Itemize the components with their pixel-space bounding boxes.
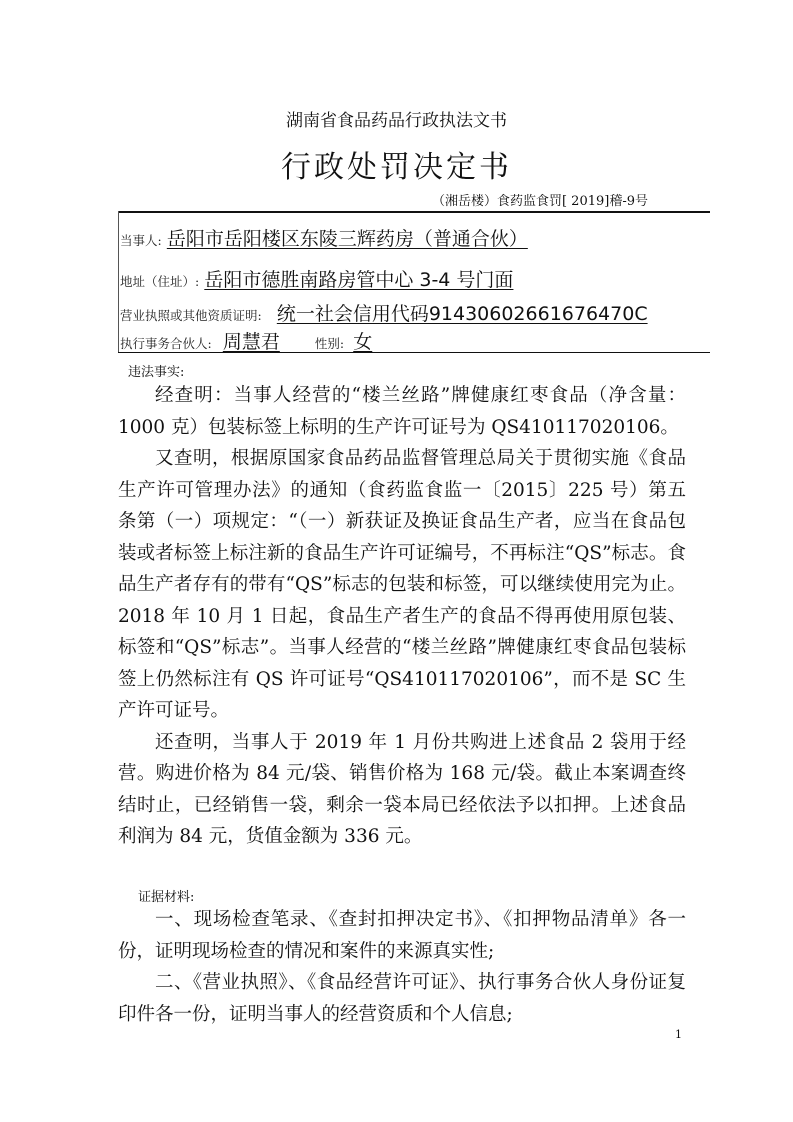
facts-heading: 违法事实: xyxy=(128,365,185,380)
partner-name: 周慧君 xyxy=(222,331,280,353)
party-name: 岳阳市岳阳楼区东陵三辉药房（普通合伙） xyxy=(166,228,528,250)
evidence-item-1: 一、现场检查笔录、《查封扣押决定书》、《扣押物品清单》各一份，证明现场检查的情况和案件的来源真实性; xyxy=(118,909,686,962)
party-row xyxy=(120,224,528,251)
header-rule xyxy=(118,211,710,213)
issuing-agency: 湖南省食品药品行政执法文书 xyxy=(286,111,507,131)
address-value: 岳阳市德胜南路房管中心 3-4 号门面 xyxy=(204,269,514,291)
table-bottom-rule xyxy=(118,352,710,353)
evidence-heading: 证据材料: xyxy=(138,890,195,905)
license-row xyxy=(120,299,648,326)
evidence-body xyxy=(118,904,686,1030)
partner-row xyxy=(120,327,372,354)
address-row xyxy=(120,265,513,292)
gender-value: 女 xyxy=(353,331,373,353)
evidence-item-2: 二、《营业执照》、《食品经营许可证》、执行事务合伙人身份证复印件各一份，证明当事人的经营资质和个人信息; xyxy=(118,972,686,1025)
facts-paragraph-3: 还查明，当事人于 2019 年 1 月份共购进上述食品 2 袋用于经营。购进价格为 84 元/袋、销售价格为 168 元/袋。截止本案调查终结时止，已经销售一袋，剩余一袋本局已经依法予以扣押。上述食品利润为 84 元，货值金额为 336 元。 xyxy=(118,731,686,847)
party-label: 当事人: xyxy=(120,233,162,248)
gender-label: 性别: xyxy=(314,336,345,351)
document-title: 行政处罚决定书 xyxy=(281,150,512,185)
facts-paragraph-2: 又查明，根据原国家食品药品监督管理总局关于贯彻实施《食品生产许可管理办法》的通知（食药监食监一〔2015〕225 号）第五条第（一）项规定：“（一）新获证及换证食品生产者，应当在食品包装或者标签上标注新的食品生产许可证编号，不再标注“QS”标志。食品生产者存有的带有“QS”标志的包装和标签，可以继续使用完为止。2018 年 10 月 1 日起，食品生产者生产的食品不得再使用原包装、标签和“QS”标志”。当事人经营的“楼兰丝路”牌健康红枣食品包装标签上仍然标注有 QS 许可证号“QS410117020106”，而不是 SC 生产许可证号。 xyxy=(118,448,686,721)
facts-paragraph-1: 经查明：当事人经营的“楼兰丝路”牌健康红枣食品（净含量：1000 克）包装标签上标明的生产许可证号为 QS410117020106。 xyxy=(118,385,686,438)
license-label: 营业执照或其他资质证明: xyxy=(120,308,262,323)
partner-label: 执行事务合伙人: xyxy=(120,336,212,351)
license-value: 统一社会信用代码91430602661676470C xyxy=(276,303,648,325)
document-number: （湘岳楼）食药监食罚[ 2019]稽-9号 xyxy=(431,194,648,209)
address-label: 地址（住址）: xyxy=(120,274,200,289)
facts-body xyxy=(118,380,686,853)
page-number: 1 xyxy=(675,1028,682,1041)
table-left-border xyxy=(118,211,119,352)
